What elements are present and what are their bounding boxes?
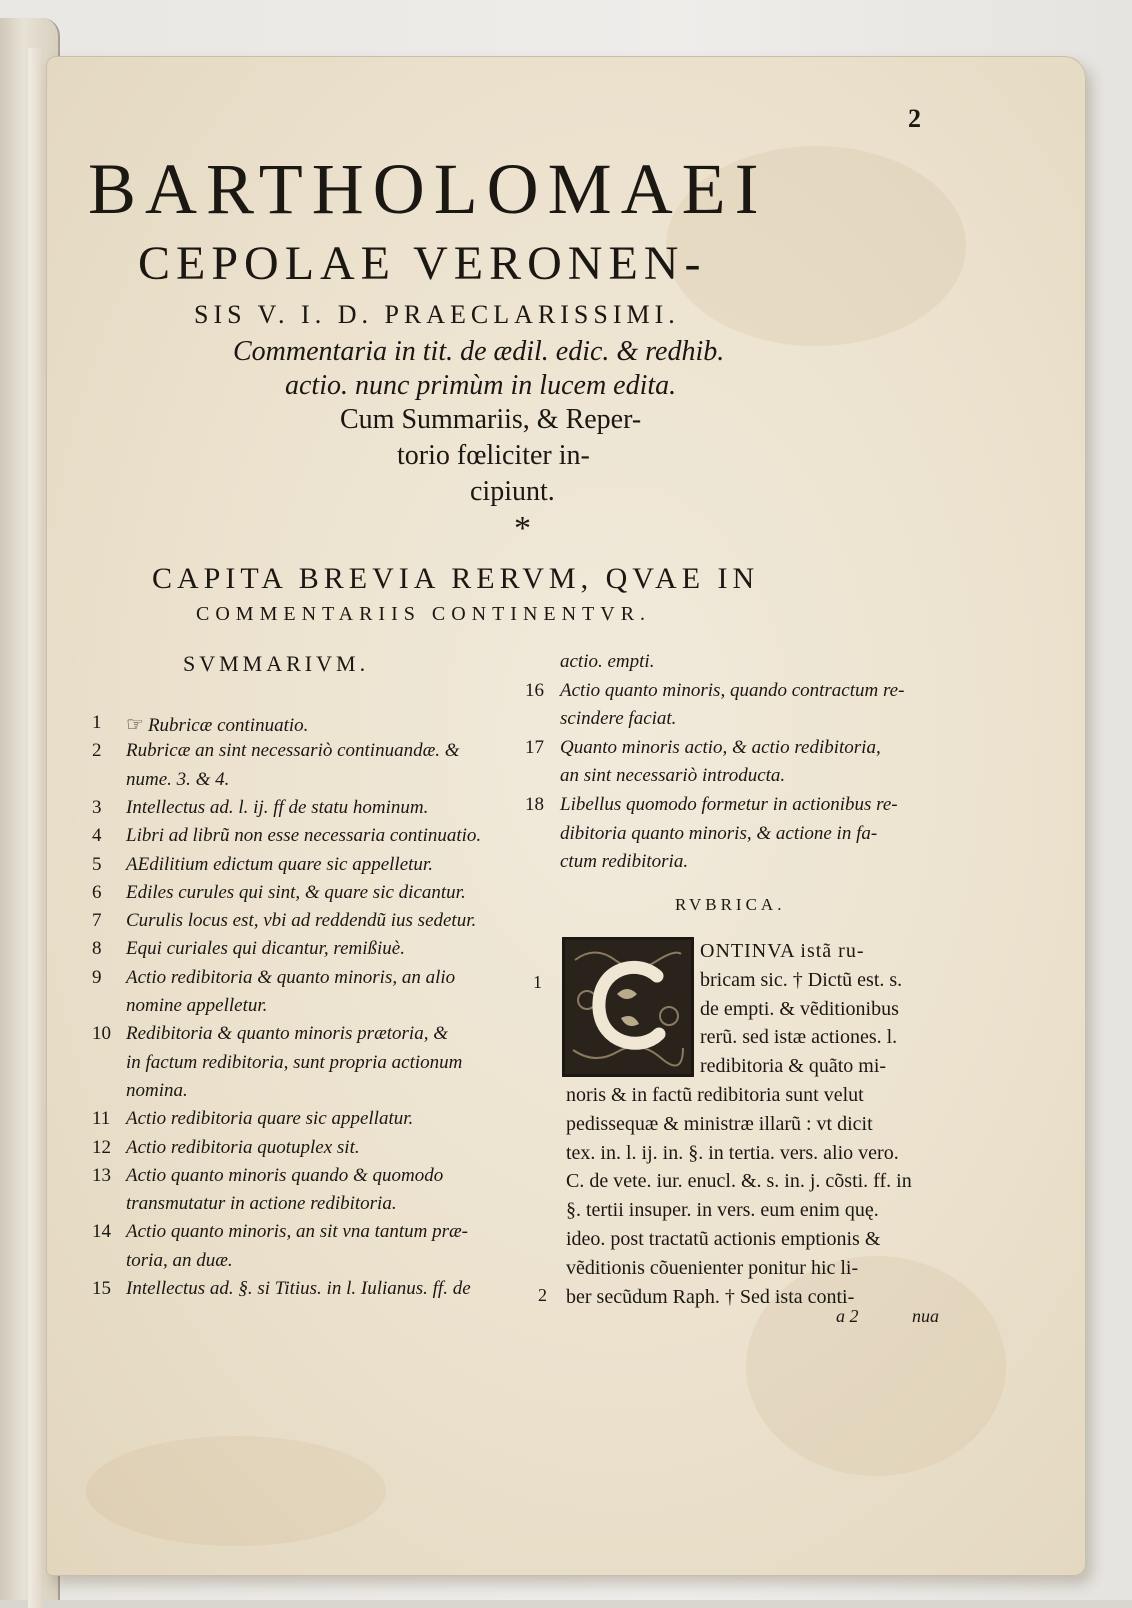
rubrica-line: rerũ. sed istæ actiones. l. [700, 1026, 898, 1049]
summary-item-number: 16 [525, 679, 544, 701]
summary-item-text: scindere faciat. [560, 708, 677, 730]
summary-item-text: nomine appelletur. [126, 995, 268, 1016]
title-line-6: Cum Summariis, & Reper- [340, 404, 642, 435]
summary-item-number: 14 [92, 1221, 111, 1243]
summary-item-number: 4 [92, 825, 102, 847]
summary-item-text: Actio redibitoria quare sic appellatur. [126, 1108, 414, 1130]
summary-item-text: Libellus quomodo formetur in actionibus re- [560, 794, 898, 815]
rubrica-line: bricam sic. † Dictũ est. s. [700, 968, 903, 991]
rubrica-line: C. de vete. iur. enucl. &. s. in. j. cõsti. ff. in [566, 1170, 912, 1193]
rubrica-line: §. tertii insuper. in vers. eum enim quę. [566, 1199, 879, 1222]
summary-item-text: toria, an duæ. [126, 1249, 233, 1271]
floral-initial-icon [565, 940, 691, 1074]
margin-mark: 2 [538, 1285, 547, 1305]
spine-edge [28, 48, 44, 1608]
summary-item-text: Intellectus ad. §. si Titius. in l. Iulianus. ff. de [126, 1278, 471, 1299]
title-line-1: BARTHOLOMAEI [88, 149, 768, 229]
summary-item-number: 17 [525, 736, 544, 758]
summarium-heading: SVMMARIVM. [183, 651, 370, 676]
summary-item-number: 1 [92, 712, 102, 733]
rubrica-line: ideo. post tractatũ actionis emptionis & [566, 1228, 881, 1250]
summary-item-text: Actio quanto minoris, an sit vna tantum præ- [126, 1221, 468, 1243]
summary-item-text: Intellectus ad. l. ij. ff de statu hominum. [126, 796, 429, 818]
signature-mark: a 2 [836, 1306, 859, 1326]
rubrica-line: de empti. & vẽditionibus [700, 997, 899, 1020]
summary-item-text: Actio quanto minoris, quando contractum re- [560, 679, 905, 701]
rubrica-heading: RVBRICA. [675, 895, 786, 914]
rubrica-line: redibitoria & quãto mi- [700, 1055, 887, 1078]
summary-item-number: 3 [92, 796, 102, 818]
pointing-hand-icon: ☞ [126, 714, 144, 736]
rubrica-line: vẽditionis cõuenienter ponitur hic li- [566, 1256, 859, 1279]
summary-item-text: Actio redibitoria quotuplex sit. [126, 1136, 360, 1158]
asterisk-ornament: * [514, 510, 531, 547]
summary-item-number: 6 [92, 881, 102, 903]
title-line-4: Commentaria in tit. de ædil. edic. & redhib. [233, 336, 725, 367]
summary-item-text: Equi curiales qui dicantur, remißiuè. [126, 938, 405, 960]
summary-item-text: Rubricæ an sint necessariò continuandæ. & [126, 740, 460, 762]
summary-item-number: 2 [92, 740, 102, 762]
title-line-5: actio. nunc primùm in lucem edita. [285, 370, 677, 401]
rubrica-line: ONTINVA istã ru- [700, 940, 865, 962]
summary-item-text: nume. 3. & 4. [126, 768, 230, 790]
title-line-8: cipiunt. [470, 476, 555, 507]
summary-item-number: 12 [92, 1136, 111, 1158]
summary-item-text: ctum redibitoria. [560, 851, 689, 873]
summary-item-number: 11 [92, 1108, 111, 1130]
title-line-7: torio fœliciter in- [397, 440, 590, 471]
page-stain [86, 1436, 386, 1546]
summary-item-text: Libri ad librũ non esse necessaria continuatio. [126, 825, 482, 847]
decorated-initial [562, 937, 694, 1077]
summary-item-text: an sint necessariò introducta. [560, 765, 786, 787]
summary-item-number: 18 [525, 794, 544, 815]
summary-item-number: 7 [92, 910, 102, 932]
margin-mark: 1 [533, 972, 542, 992]
summary-item-text: Ediles curules qui sint, & quare sic dicantur. [126, 881, 466, 903]
summary-item-text: AEdilitium edictum quare sic appelletur. [126, 853, 433, 875]
summary-item-text: in factum redibitoria, sunt propria actionum [126, 1051, 463, 1073]
summary-item-text: Redibitoria & quanto minoris prætoria, & [126, 1023, 448, 1045]
summary-item-text: nomina. [126, 1079, 188, 1101]
summary-item-text: Curulis locus est, vbi ad reddendũ ius sedetur. [126, 910, 477, 932]
rubrica-line: noris & in factũ redibitoria sunt velut [566, 1084, 864, 1106]
page-number: 2 [908, 104, 921, 133]
summary-item-text: Actio quanto minoris quando & quomodo [126, 1164, 444, 1186]
catchword: nua [912, 1306, 939, 1326]
capita-heading-line-1: CAPITA BREVIA RERVM, QVAE IN [152, 562, 760, 595]
summary-item-text: Actio redibitoria & quanto minoris, an alio [126, 966, 456, 988]
summary-item-number: 8 [92, 938, 102, 960]
title-line-3: SIS V. I. D. PRAECLARISSIMI. [194, 300, 680, 329]
title-line-2: CEPOLAE VERONEN- [138, 237, 707, 290]
rubrica-line: ber secũdum Raph. † Sed ista conti- [566, 1285, 855, 1308]
summary-item-number: 10 [92, 1023, 111, 1045]
summary-item-number: 5 [92, 853, 102, 875]
summary-item-text: actio. empti. [560, 651, 655, 672]
summary-item-number: 13 [92, 1164, 111, 1186]
summary-item-text: ☞ Rubricæ continuatio. [126, 714, 309, 736]
summary-item-text: transmutatur in actione redibitoria. [126, 1193, 397, 1215]
summary-item-text: Quanto minoris actio, & actio redibitoria, [560, 736, 881, 758]
rubrica-line: pedissequæ & ministræ illarũ : vt dicit [566, 1112, 873, 1135]
capita-heading-line-2: COMMENTARIIS CONTINENTVR. [196, 603, 652, 625]
summary-item-number: 15 [92, 1278, 111, 1299]
rubrica-line: tex. in. l. ij. in. §. in tertia. vers. alio vero. [566, 1141, 899, 1164]
summary-item-text: dibitoria quanto minoris, & actione in fa- [560, 822, 878, 844]
summary-item-number: 9 [92, 966, 102, 988]
